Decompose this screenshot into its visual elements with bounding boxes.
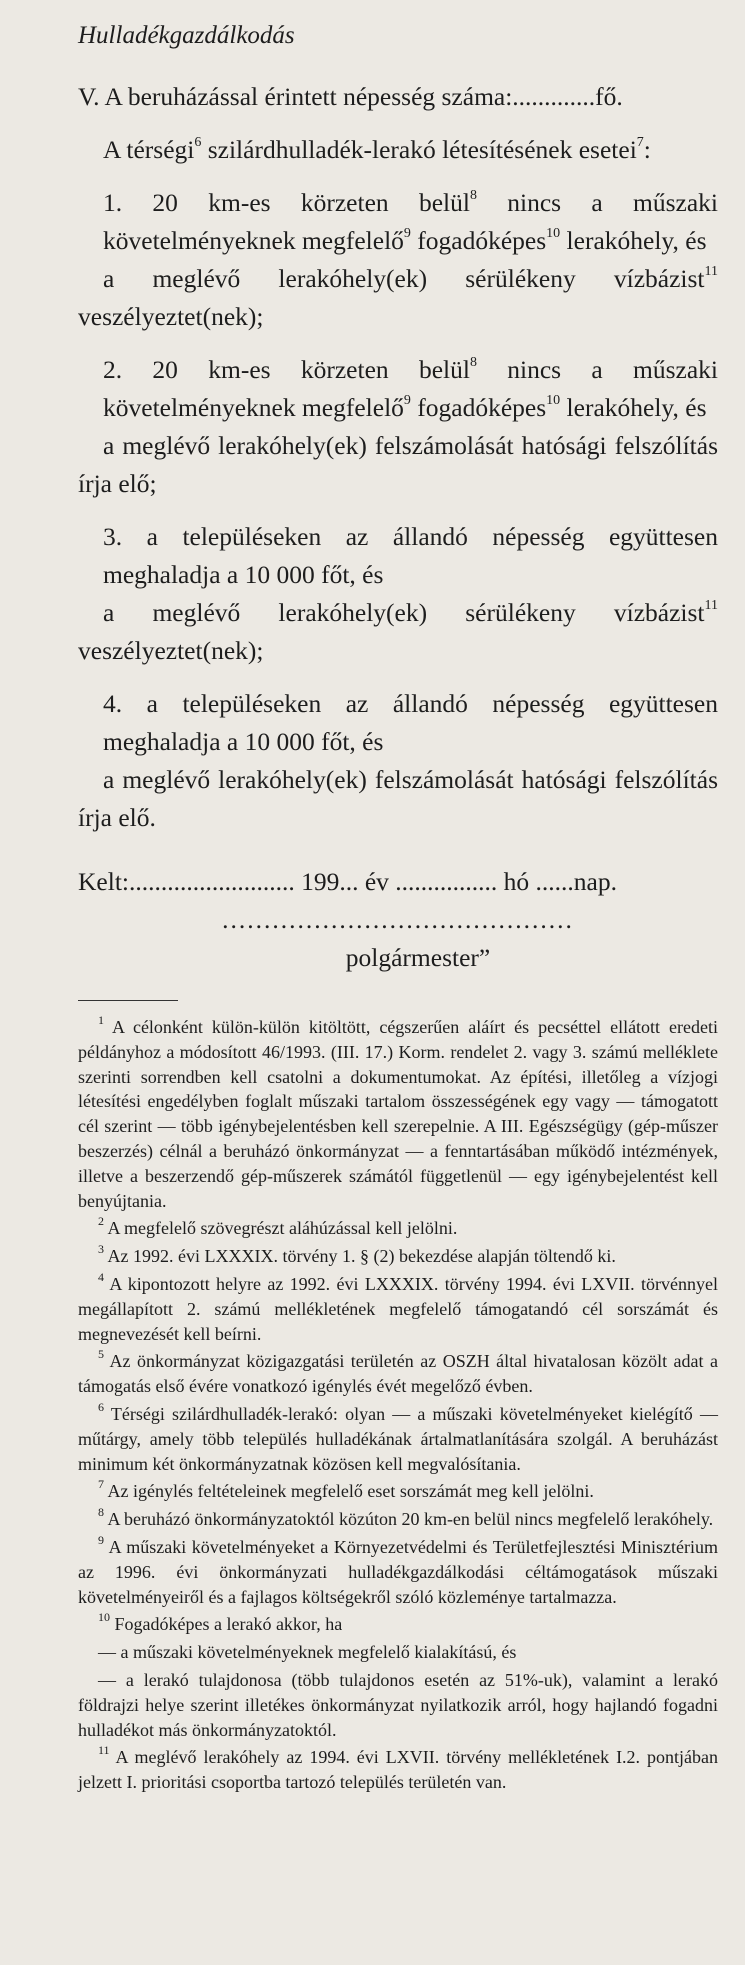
form-body: [78, 78, 718, 977]
footnote: [78, 1479, 718, 1504]
footnote-text: Az önkormányzat közigazgatási területén az OSZH által hivatalosan közölt adat a támogatás első évére vonatkozó igénylés évét megelőző évben.: [78, 1351, 718, 1397]
footnote-rule: [78, 1000, 178, 1001]
footnote-ref: 11: [704, 263, 718, 279]
case-item: [78, 184, 718, 336]
footnote-text: — a műszaki követelményeknek megfelelő kialakítású, és: [98, 1642, 517, 1663]
case-list: [78, 184, 718, 837]
case-consequence: a meglévő lerakóhely(ek) sérülékeny vízbázist$^{11}$ veszélyeztet(nek);: [78, 597, 718, 665]
footnote: [78, 1244, 718, 1269]
footnote-number: 9: [98, 1532, 104, 1547]
footnote: [78, 1532, 718, 1609]
footnote: [78, 1269, 718, 1346]
footnote-ref: 11: [704, 597, 718, 613]
footnote-number: 7: [98, 1477, 104, 1492]
footnote-ref: 8: [469, 187, 477, 203]
running-head: Hulladékgazdálkodás: [78, 22, 295, 49]
footnote-ref: 10: [546, 392, 561, 408]
case-consequence: a meglévő lerakóhely(ek) felszámolását hatósági felszólítás írja elő.: [78, 765, 718, 832]
footnote-number: 10: [98, 1610, 110, 1625]
footnote: [78, 1507, 718, 1532]
signature-line: ..........................................: [222, 905, 574, 934]
footnote-text: Térségi szilárdhulladék-lerakó: olyan — a műszaki követelményeket kielégítő — műtárgy, amely több település hulladékának ártalmatlanítására szolgál. A beruházást minimum két önkormányzatnak közösen kell megvalósítania.: [78, 1403, 718, 1474]
footnote-text: A célonként külön-külön kitöltött, cégszerűen aláírt és pecséttel ellátott eredeti példányhoz a módosított 46/1993. (III. 17.) Korm. rendelet 2. vagy 3. számú melléklete szerinti sorrendben kell csatolni a dokumentumokat. Az építési, illetőleg a vízjogi létesítési engedélyben foglalt műszaki tartalom összességének egy vagy — támogatott cél szerint — több igénybejelentésben kell szerepelnie. A III. Egészségügy (gép-műszer beszerzés) célnál a beruházó önkormányzat — a fenntartásában működő intézmények, illetve a beszerzendő gép-műszerek számától függetlenül — egy igénybejelentést kell benyújtania.: [78, 1017, 718, 1211]
footnote-ref: 8: [469, 354, 477, 370]
footnote: [78, 1745, 718, 1795]
footnote-number: 5: [98, 1347, 104, 1362]
footnote-text: A kipontozott helyre az 1992. évi LXXXIX. törvény 1994. évi LXVII. törvénnyel megállapított 2. számú mellékletének megfelelő támogatandó cél sorszámát és megnevezését kell beírni.: [78, 1273, 718, 1344]
case-condition: 4. a településeken az állandó népesség együttesen meghaladja a 10 000 főt, és: [103, 689, 718, 756]
case-condition: 2. 20 km-es körzeten belül$^8$ nincs a műszaki követelményeknek megfelelő$^9$ fogadóképes$^{10}$ lerakóhely, és: [103, 354, 719, 422]
case-condition: 1. 20 km-es körzeten belül$^8$ nincs a műszaki követelményeknek megfelelő$^9$ fogadóképes$^{10}$ lerakóhely, és: [103, 187, 719, 255]
case-item: [78, 518, 718, 670]
footnotes: [78, 1015, 718, 1798]
signature-label: polgármester”: [345, 943, 491, 972]
footnote: [78, 1612, 718, 1637]
footnote: [78, 1349, 718, 1399]
footnote-text: Az igénylés feltételeinek megfelelő eset sorszámát meg kell jelölni.: [107, 1481, 594, 1502]
footnote-number: 2: [98, 1214, 104, 1229]
footnote-number: 8: [98, 1505, 104, 1520]
footnote-text: A beruházó önkormányzatoktól közúton 20 km-en belül nincs megfelelő lerakóhely.: [107, 1509, 714, 1530]
section-v: V. A beruházással érintett népesség száma:.............fő.: [78, 82, 623, 111]
case-condition: 3. a településeken az állandó népesség együttesen meghaladja a 10 000 főt, és: [103, 522, 718, 589]
footnote-text: — a lerakó tulajdonosa (több tulajdonos esetén az 51%-uk), valamint a lerakó földrajzi helye szerint illetékes önkormányzat nyilatkozik arról, hogy hajlandó fogadni hulladékot más önkormányzatoktól.: [78, 1669, 718, 1740]
footnote-text: A megfelelő szövegrészt aláhúzással kell jelölni.: [107, 1218, 458, 1239]
footnote: [78, 1015, 718, 1213]
footnote-ref: 9: [403, 392, 411, 408]
case-item: [78, 685, 718, 837]
footnote-ref: 9: [403, 225, 411, 241]
footnote-text: A műszaki követelményeket a Környezetvédelmi és Területfejlesztési Minisztérium az 1996. évi önkormányzati hulladékgazdálkodási céltámogatások műszaki követelményeiről és a fajlagos költségekről szóló közleménye tartalmazza.: [78, 1536, 718, 1607]
case-consequence: a meglévő lerakóhely(ek) felszámolását hatósági felszólítás írja elő;: [78, 431, 718, 498]
cases-intro: A térségi$^6$ szilárdhulladék-lerakó létesítésének esetei$^7$:: [103, 134, 651, 164]
footnote: [78, 1640, 718, 1665]
footnote: [78, 1668, 718, 1742]
footnote-text: A meglévő lerakóhely az 1994. évi LXVII. törvény mellékletének I.2. pontjában jelzett I. prioritási csoportba tartozó település területén van.: [78, 1747, 719, 1793]
footnote-number: 4: [98, 1269, 104, 1284]
footnote-number: 3: [98, 1242, 104, 1257]
date-line: Kelt:.......................... 199... év ................ hó ......nap.: [78, 867, 617, 896]
footnote-text: Az 1992. évi LXXXIX. törvény 1. § (2) bekezdése alapján töltendő ki.: [107, 1246, 616, 1267]
case-item: [78, 351, 718, 503]
footnote-ref: 10: [546, 225, 561, 241]
footnote: [78, 1216, 718, 1241]
footnote: [78, 1399, 718, 1476]
case-consequence: a meglévő lerakóhely(ek) sérülékeny vízbázist$^{11}$ veszélyeztet(nek);: [78, 263, 718, 331]
footnote-number: 11: [98, 1743, 110, 1758]
footnote-number: 1: [98, 1013, 104, 1027]
footnote-number: 6: [98, 1399, 104, 1414]
footnote-text: Fogadóképes a lerakó akkor, ha: [114, 1614, 343, 1635]
